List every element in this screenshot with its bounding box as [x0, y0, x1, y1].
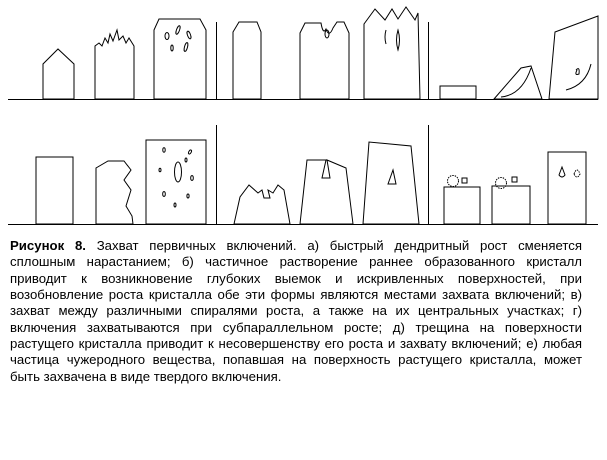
crystal-f-medium: [492, 186, 530, 224]
crack-inclusion: [388, 170, 396, 184]
crystal-e-vnotch: [300, 160, 353, 224]
crystal-c-spiral: [549, 16, 598, 99]
crystal-f-small: [444, 187, 480, 224]
particle-f-2b: [512, 177, 517, 182]
particle-f-1: [448, 176, 459, 187]
figure-caption-text: Захват первичных включений. а) быстрый дендритный рост сменяется сплошным нарастанием; б) частичное растворение раннее образованного кристалл приводит к возникновение глубоких выемок и искривленных поверхностей, при возобновление роста кристалла обе эти формы являются местами захвата включений; в) захват между различными спиралями роста, а также на их центральных участках; г) включения захватываются при субпараллельном росте; д) трещина на поверхности растущего кристалла приводит к несовершенству его роста и захвату включений; е) любая частица чужеродного вещества, попавшая на поверхность растущего кристалла, может быть захвачена в виде твердого включения.: [10, 238, 583, 384]
top-panel: [8, 7, 598, 100]
figure-label: Рисунок 8.: [10, 238, 86, 253]
crystal-d-plain: [36, 157, 73, 224]
particle-f-4: [574, 170, 580, 177]
particle-f-3: [559, 167, 565, 177]
crystal-e-notched: [234, 185, 290, 224]
crystal-d-irregular: [96, 161, 133, 224]
particle-f-2: [496, 178, 507, 189]
crystal-c-box: [440, 86, 476, 99]
spiral-growth-line: [566, 64, 591, 90]
particle-f-1b: [462, 178, 467, 183]
crystal-b-pitted: [300, 22, 349, 99]
pit-inclusion-3: [397, 30, 400, 50]
inclusion-group-a: [165, 25, 192, 51]
crystal-b-corroded: [364, 7, 420, 99]
inclusion-group-d: [159, 148, 193, 207]
pit-inclusion-2: [385, 30, 386, 44]
crystal-f-tall: [548, 152, 586, 224]
crystal-a-pointed: [43, 49, 74, 99]
crystal-c-wedge: [494, 66, 542, 99]
crystal-a-inclusions: [154, 19, 206, 99]
figure-caption: [10, 238, 582, 385]
crystal-b-rounded: [233, 22, 261, 99]
crystal-a-dendritic: [95, 30, 134, 99]
crystal-e-trapezoid: [363, 142, 419, 224]
crystal-d-inclusions: [146, 140, 206, 224]
bottom-panel: [8, 125, 598, 225]
